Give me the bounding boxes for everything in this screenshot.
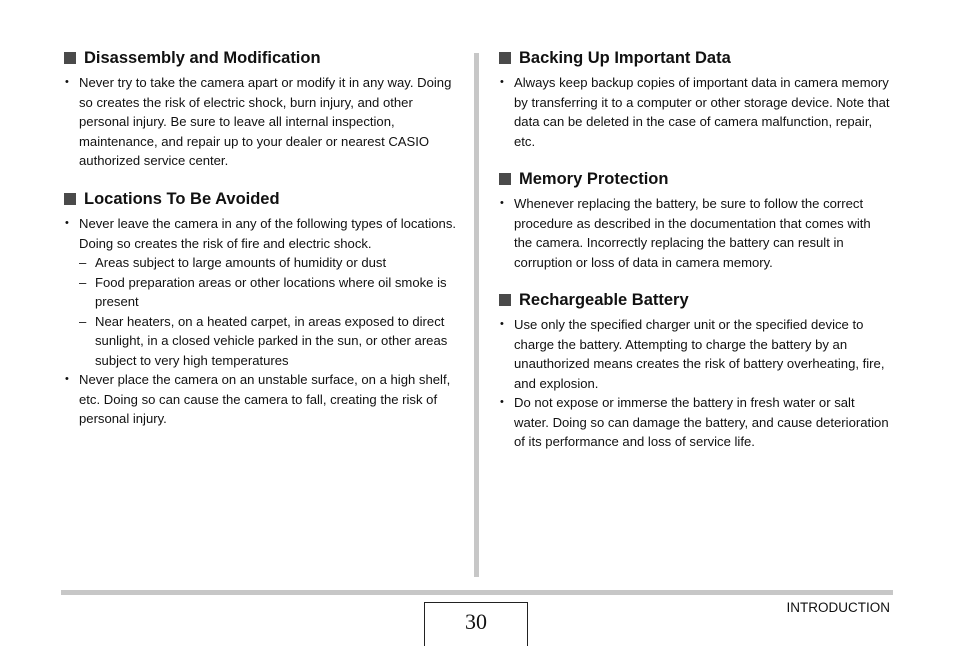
bullet-list [499,315,891,452]
heading-text: Rechargeable Battery [519,291,689,309]
dash-list [79,253,459,370]
heading-text: Backing Up Important Data [519,49,731,67]
square-bullet-icon [64,52,76,64]
section-heading [499,290,891,310]
section-heading [64,189,459,209]
bullet-item: • Never place the camera on an unstable surface, on a high shelf, etc. Doing so can cause the camera to fall, creating the risk of personal injury. [64,370,459,429]
section-locations [64,189,459,429]
section-heading [64,48,459,68]
page-number: 30 [424,602,528,646]
dash-item: – Areas subject to large amounts of humidity or dust [79,253,459,273]
bullet-text: Never leave the camera in any of the following types of locations. Doing so creates the risk of fire and electric shock. [79,216,457,251]
square-bullet-icon [64,193,76,205]
bullet-list [64,214,459,429]
column-divider [474,53,479,577]
bullet-list [499,194,891,272]
heading-text: Memory Protection [519,170,669,188]
bullet-item: • Never try to take the camera apart or modify it in any way. Doing so creates the risk of electric shock, burn injury, and other personal injury. Be sure to leave all internal inspection, maintenance, and repair up to your dealer or nearest CASIO authorized service center. [64,73,459,171]
section-heading [499,169,891,189]
square-bullet-icon [499,173,511,185]
dash-item: – Food preparation areas or other locations where oil smoke is present [79,273,459,312]
bullet-item [64,214,459,370]
bullet-item: • Do not expose or immerse the battery in fresh water or salt water. Doing so can damage the battery, and cause deterioration of its performance and loss of service life. [499,393,891,452]
bullet-item: • Whenever replacing the battery, be sure to follow the correct procedure as described in the documentation that comes with the camera. Incorrectly replacing the battery can result in corruption or loss of data in camera memory. [499,194,891,272]
section-disassembly [64,48,459,171]
bullet-list [499,73,891,151]
bullet-item: • Use only the specified charger unit or the specified device to charge the battery. Attempting to charge the battery by an unauthorized means creates the risk of battery overheating, fire, and explosion. [499,315,891,393]
dash-item: – Near heaters, on a heated carpet, in areas exposed to direct sunlight, in a closed vehicle parked in the sun, or other areas subject to very high temperatures [79,312,459,371]
heading-text: Disassembly and Modification [84,49,321,67]
section-heading [499,48,891,68]
square-bullet-icon [499,52,511,64]
section-backup [499,48,891,151]
heading-text: Locations To Be Avoided [84,190,280,208]
section-memory [499,169,891,272]
bullet-item: • Always keep backup copies of important data in camera memory by transferring it to a computer or other storage device. Note that data can be deleted in the case of camera malfunction, repair, etc. [499,73,891,151]
section-label: INTRODUCTION [786,600,890,615]
footer-rule [61,590,893,595]
square-bullet-icon [499,294,511,306]
section-battery [499,290,891,452]
bullet-list [64,73,459,171]
